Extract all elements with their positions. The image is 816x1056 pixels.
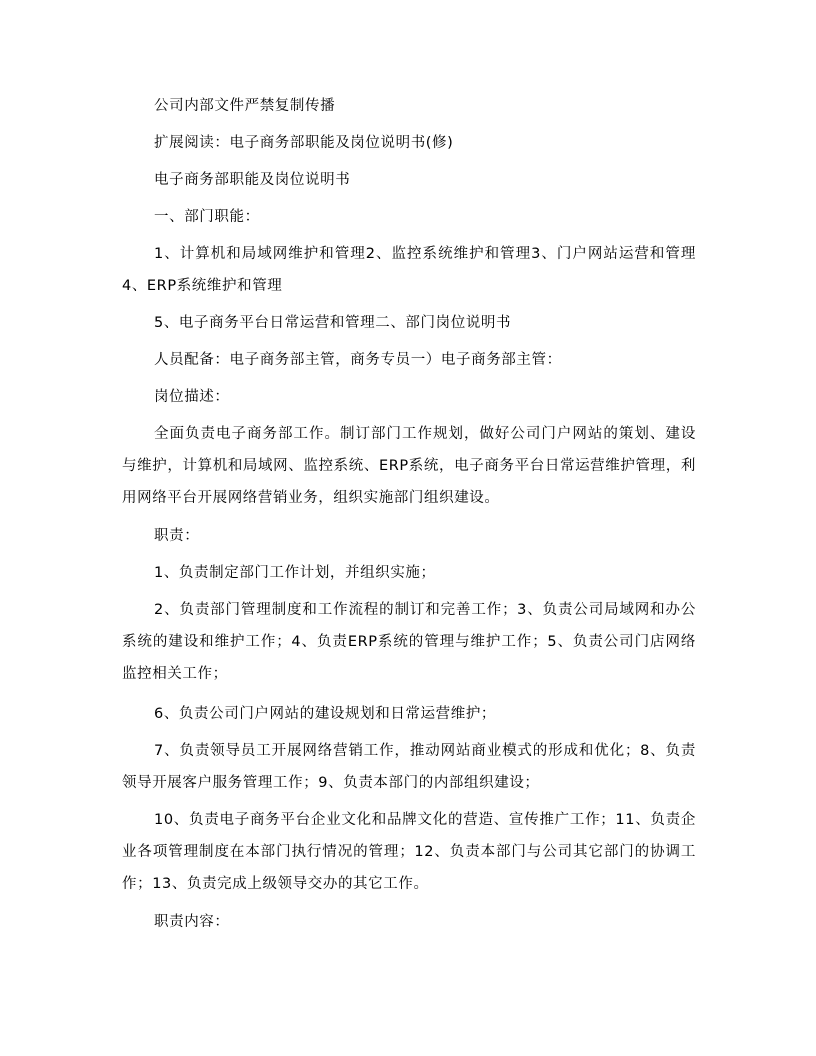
- duty-items-7-9: 7、负责领导员工开展网络营销工作，推动网站商业模式的形成和优化；8、负责领导开展客户服务管理工作；9、负责本部门的内部组织建设；: [122, 743, 696, 791]
- duty-items-10-13: 10、负责电子商务平台企业文化和品牌文化的营造、宣传推广工作；11、负责企业各项管理制度在本部门执行情况的管理；12、负责本部门与公司其它部门的协调工作；13、负责完成上级领导交办的其它工作。: [122, 812, 696, 892]
- duty-content-label: 职责内容：: [154, 914, 230, 930]
- extended-reading-title: 扩展阅读：电子商务部职能及岗位说明书(修): [154, 135, 454, 151]
- document-title: 电子商务部职能及岗位说明书: [154, 172, 351, 188]
- duty-item-1: 1、负责制定部门工作计划，并组织实施；: [154, 565, 436, 581]
- position-description-text: 全面负责电子商务部工作。制订部门工作规划，做好公司门户网站的策划、建设与维护，计算机和局域网、监控系统、ERP系统，电子商务平台日常运营维护管理，利用网络平台开展网络营销业务，组织实施部门组织建设。: [122, 426, 696, 506]
- functions-list-1: 1、计算机和局域网维护和管理2、监控系统维护和管理3、门户网站运营和管理4、ERP系统维护和管理: [122, 246, 696, 294]
- staffing-paragraph: 人员配备：电子商务部主管，商务专员一）电子商务部主管：: [154, 352, 562, 368]
- confidential-notice: 公司内部文件严禁复制传播: [154, 98, 336, 114]
- duties-label: 职责：: [154, 528, 200, 544]
- section-heading-functions: 一、部门职能：: [154, 209, 260, 225]
- duty-item-6: 6、负责公司门户网站的建设规划和日常运营维护；: [154, 706, 497, 722]
- functions-list-2: 5、电子商务平台日常运营和管理二、部门岗位说明书: [154, 315, 512, 331]
- position-description-label: 岗位描述：: [154, 389, 230, 405]
- duty-items-2-5: 2、负责部门管理制度和工作流程的制订和完善工作；3、负责公司局域网和办公系统的建设和维护工作；4、负责ERP系统的管理与维护工作；5、负责公司门店网络监控相关工作；: [122, 602, 696, 682]
